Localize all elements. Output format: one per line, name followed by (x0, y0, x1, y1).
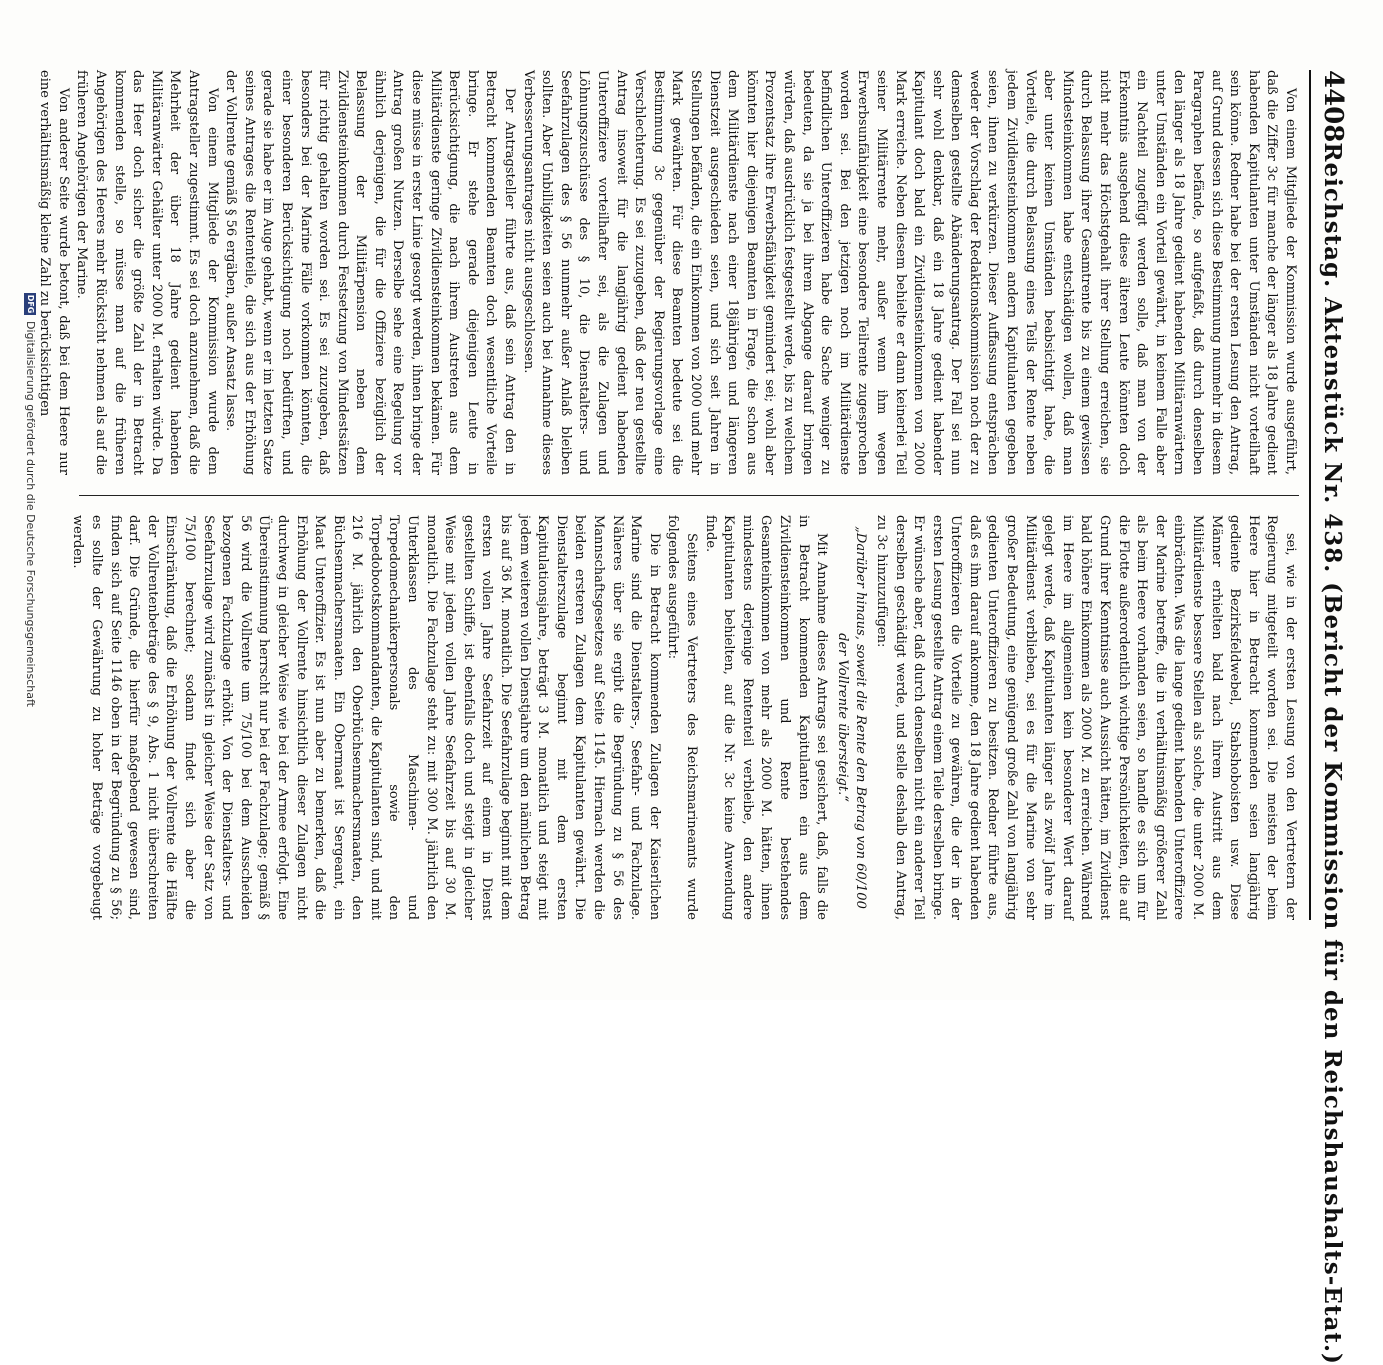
paragraph: Die in Betracht kommenden Zulagen der Kaiserlichen Marine sind die Dienstalters-, Seefahr- und Fachzulage. Näheres über sie ergibt die Begründung zu § 56 des Mannschaftsgesetzes auf Seite 1145. Hiernach werden die beiden ersteren Zulagen dem Kapitulanten gewährt. Die Dienstalterszulage beginnt mit dem ersten Kapitulationsjahre, beträgt 3 M. monatlich und steigt mit jedem weiteren vollen Dienstjahre um den nämlichen Betrag bis auf 36 M. monatlich. Die Seefahrzulage beginnt mit dem ersten vollen Jahre Seefahrzeit auf einem in Dienst gestellten Schiffe, ist ebenfalls doch und steigt in gleicher Weise mit jedem vollen Jahre Seefahrzeit bis auf 30 M. monatlich. Die Fachzulage steht zu: mit 300 M. jährlich den Unterklassen des Maschinen- und Torpedomechanikerpersonals sowie den Torpedobootskommandanten, die Kapitulanten sind, und mit 216 M. jährlich den Oberbüchsenmachersmaaten, den Büchsenmachersmaaten. Ein Obermaat ist Sergeant, ein Maat Unteroffizier. Es ist nun aber zu bemerken, daß die Erhöhung der Vollrente hinsichtlich dieser Zulagen nicht durchweg in gleicher Weise wie bei der Armee erfolgt. Eine Übereinstimmung herrscht nur bei der Fachzulage; gemäß § 56 wird die Vollrente um 75/100 bei dem Ausscheiden bezogenen Fachzulage erhöht. Von der Dienstalters- und Seefahrzulage wird zunächst in gleicher Weise der Satz von 75/100 berechnet; sodann findet sich aber die Einschränkung, daß die Erhöhung der Vollrente die Hälfte der Vollrentenbeträge des § 9, Abs. 1 nicht überschreiten darf. Die Gründe, die hierfür maßgebend gewesen sind, finden sich auf Seite 1146 oben in der Begründung zu § 56; es sollte der Gewährung zu hoher Beträge vorgebeugt werden. (70, 515, 662, 920)
left-column (37, 70, 1299, 475)
paragraph: Mit Annahme dieses Antrags sei gesichert, daß, falls die in Betracht kommenden Kapitulanten ein aus dem Zivildiensteinkommen und Rente bestehendes Gesamteinkommen von mehr als 2000 M. hätten, ihnen mindestens derjenige Rententeil verbleibe, den andere Kapitulanten behielten, auf die Nr. 3c keine Anwendung finde. (702, 515, 830, 920)
paragraph: Seitens eines Vertreters des Reichsmarineamts wurde folgendes ausgeführt: (665, 515, 699, 920)
running-title: Reichstag. Aktenstück Nr. 438. (Bericht der Kommission für den Reichshaushalts-Etat.) (1319, 142, 1347, 1365)
right-column (70, 515, 1299, 920)
quoted-amendment: „Darüber hinaus, soweit die Rente den Betrag von 60/100 der Vollrente übersteigt.“ (834, 526, 869, 909)
paragraph: sei, wie in der ersten Lesung von den Vertretern der Regierung mitgeteilt worden sei. Die meisten der beim Heere hier in Betracht kommenden seien langjährig gediente Bezirksfeldwebel, Stabshoboisten usw. Diese Männer erhielten bald nach ihrem Austritt aus dem Militärdienste bessere Stellen als solche, die unter 2000 M. einbrächten. Was die lange gedient habenden Unteroffiziere der Marine betreffe, die in verhältnismäßig größerer Zahl als beim Heere vorhanden seien, so handle es sich um für die Flotte außerordentlich wichtige Persönlichkeiten, die auf Grund ihrer Kenntnisse auch Aussicht hätten, im Zivildienst bald höhere Einkommen als 2000 M. zu erreichen. Während im Heere im allgemeinen kein besonderer Wert darauf gelegt werde, daß Kapitulanten länger als zwölf Jahre im Militärdienst verblieben, sei es für die Marine von sehr großer Bedeutung, eine genügend große Zahl von langjährig gedienten Unteroffizieren zu besitzen. Redner führte aus, daß es ihm darauf ankomme, den 18 Jahre gedient habenden Unteroffizieren die Vorteile zu gewähren, die der in der ersten Lesung gestellte Antrag einem Teile derselben bringe. Er wünsche aber, daß durch denselben nicht ein anderer Teil derselben geschädigt werde, und stelle deshalb den Antrag, zu 3c hinzuzufügen: (873, 515, 1298, 920)
page-number: 4408 (1318, 70, 1348, 143)
dfg-logo-icon: DFG (26, 294, 35, 314)
paragraph: Von einem Mitgliede der Kommission wurde ausgeführt, daß die Ziffer 3c für manche der länger als 18 Jahre gedient habenden Kapitulanten unter Umständen nicht vorteilhaft sein könne. Redner habe bei der ersten Lesung den Antrag, auf Grund dessen sich diese Bestimmung nunmehr in diesem Paragraphen befände, so aufgefaßt, daß durch denselben den länger als 18 Jahre gedient habenden Militäranwärtern unter Umständen ein Vorteil gewährt, in keinem Falle aber ein Nachteil zugefügt werden solle, daß man von der Erkenntnis ausgehend diese älteren Leute könnten doch nicht mehr das Höchstgehalt ihrer Stellung erreichen, sie durch Belassung ihrer Gesamtrente bis zu einem gewissen Mindesteinkommen habe entschädigen wollen, daß man aber unter keinen Umständen beabsichtigt habe, die Vorteile, die durch Belassung eines Teils der Rente neben jedem Zivildiensteinkommen andern Kapitulanten gegeben seien, ihnen zu verkürzen. Dieser Auffassung entsprächen weder der Vorschlag der Redaktionskommission noch der zu demselben gestellte Abänderungsantrag. Der Fall sei nun sehr wohl denkbar, daß ein 18 Jahre gedient habender Kapitulant doch bald ein Zivildiensteinkommen von 2000 Mark erreiche. Neben diesem behielte er dann keinerlei Teil seiner Militärrente mehr, außer wenn ihm wegen Erwerbsunfähigkeit eine besondere Teilrente zugesprochen worden sei. Bei den jetzigen noch im Militärdienste befindlichen Unteroffizieren habe die Sache weniger zu bedeuten, da sie ja bei ihrem Abgange darauf bringen würden, daß ausdrücklich festgestellt werde, bis zu welchem Prozentsatz ihre Erwerbsfähigkeit gemindert sei; wohl aber könnten hier diejenigen Beamten in Frage, die schon aus dem Militärdienste nach einer 18jährigen und längeren Dienstzeit ausgeschieden seien, und sich seit Jahren in Stellungen befänden, die ein Einkommen von 2000 und mehr Mark gewährten. Für diese Beamten bedeute sei die Bestimmung 3c gegenüber der Regierungsvorlage eine Verschlechterung. Es sei zuzugeben, daß der neu gestellte Antrag insoweit für die langjährig gedient habenden Unteroffiziere vorteilhafter sei, als die Zulagen und Löhnungszuschüsse des § 10, die Dienstalters- und Seefahrzulagen des § 56 nunmehr außer Anlaß bleiben sollten. Aber Unbilligkeiten seien auch bei Annahme dieses Verbesserungsantrages nicht ausgeschlossen. (520, 70, 1298, 475)
paragraph: Von einem Mitgliede der Kommission wurde dem Antragsteller zugestimmt. Es sei doch anzunehmen, daß die Mehrheit der über 18 Jahre gedient habenden Militäranwärter Gehälter unter 2000 M. erhalten würde. Da das Heer doch sicher die größte Zahl der in Betracht kommenden stelle, so müsse man auf die früheren Angehörigen des Heeres mehr Rücksicht nehmen als auf die früheren Angehörigen der Marine. (74, 70, 220, 475)
paragraph: Der Antragsteller führte aus, daß sein Antrag den in Betracht kommenden Beamten doch wesentliche Vorteile bringe. Er stehe gerade diejenigen Leute in Berücksichtigung, die nach ihrem Austreten aus dem Militärdienste geringe Zivildiensteinkommen bekämen. Für diese müsse in erster Linie gesorgt werden, ihnen bringe der Antrag großen Nutzen. Derselbe sehe eine Regelung vor ähnlich derjenigen, die für die Offiziere bezüglich der Belassung der Militärpension neben dem Zivildiensteinkommen durch Festsetzung von Mindestsätzen für richtig gehalten worden sei. Es sei zuzugeben, daß besonders bei der Marine Fälle vorkommen könnten, die einer besonderen Berücksichtigung noch bedürften, und gerade sie habe er im Auge gehabt, wenn er im letzten Satze seines Antrages die Rententeile, die sich aus der Erhöhung der Vollrente gemäß § 56 ergäben, außer Ansatz lasse. (223, 70, 518, 475)
column-divider (79, 495, 1299, 496)
page-header (1309, 70, 1355, 1365)
text-columns (37, 70, 1299, 920)
credit-text: Digitalisierung gefördert durch die Deutsche Forschungsgemeinschaft (24, 321, 37, 707)
digitization-credit (24, 0, 37, 1000)
paragraph: Von anderer Seite wurde betont, daß bei dem Heere nur eine verhältnismäßig kleine Zahl zu berücksichtigen (37, 70, 71, 475)
